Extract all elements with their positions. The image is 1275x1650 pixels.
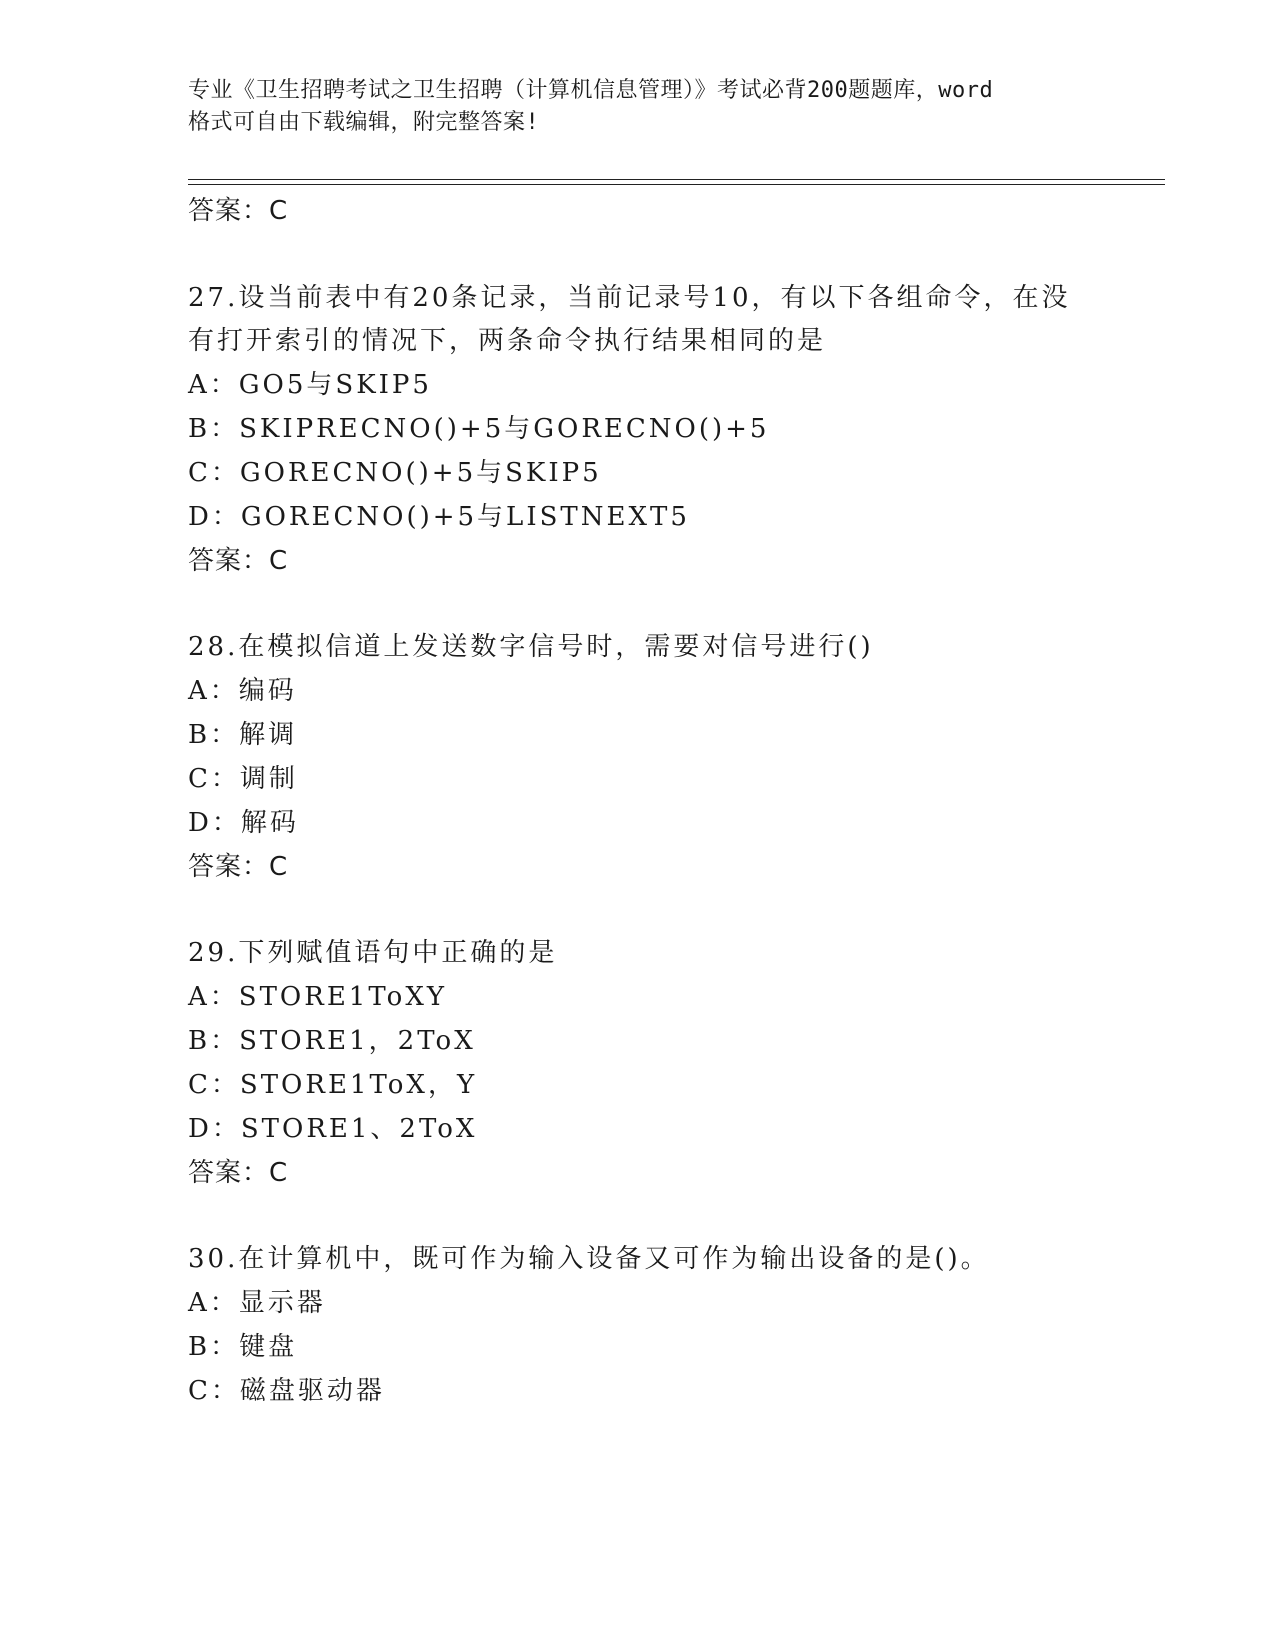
option-b: B：键盘 (188, 1332, 298, 1362)
option-b: B：解调 (188, 720, 298, 750)
option-a: A：编码 (188, 676, 297, 706)
option-c: C：GORECNO()+5与SKIP5 (188, 458, 602, 488)
option-a: A：GO5与SKIP5 (188, 370, 432, 400)
option-a: A：显示器 (188, 1288, 326, 1318)
question-stem: 有打开索引的情况下，两条命令执行结果相同的是 (188, 326, 827, 356)
answer-line: 答案：C (188, 852, 289, 882)
option-c: C：磁盘驱动器 (188, 1376, 385, 1406)
option-d: D：STORE1、2ToX (188, 1114, 478, 1144)
header-divider-top (188, 179, 1165, 180)
option-c: C：STORE1ToX，Y (188, 1070, 478, 1100)
answer-line: 答案：C (188, 196, 289, 226)
header-divider-bottom (188, 184, 1165, 185)
question-stem: 28.在模拟信道上发送数字信号时，需要对信号进行() (188, 632, 874, 662)
option-b: B：STORE1，2ToX (188, 1026, 476, 1056)
header-line-1: 专业《卫生招聘考试之卫生招聘（计算机信息管理）》考试必背200题题库，word (188, 78, 994, 103)
option-d: D：GORECNO()+5与LISTNEXT5 (188, 502, 690, 532)
option-c: C：调制 (188, 764, 298, 794)
answer-line: 答案：C (188, 1158, 289, 1188)
answer-line: 答案：C (188, 546, 289, 576)
question-stem: 29.下列赋值语句中正确的是 (188, 938, 558, 968)
header-line-2: 格式可自由下载编辑，附完整答案! (188, 110, 540, 135)
document-header (188, 75, 1088, 139)
option-a: A：STORE1ToXY (188, 982, 447, 1012)
question-stem: 30.在计算机中，既可作为输入设备又可作为输出设备的是()。 (188, 1244, 990, 1274)
option-d: D：解码 (188, 808, 299, 838)
question-stem: 27.设当前表中有20条记录，当前记录号10，有以下各组命令，在没 (188, 283, 1071, 313)
option-b: B：SKIPRECNO()+5与GORECNO()+5 (188, 414, 770, 444)
